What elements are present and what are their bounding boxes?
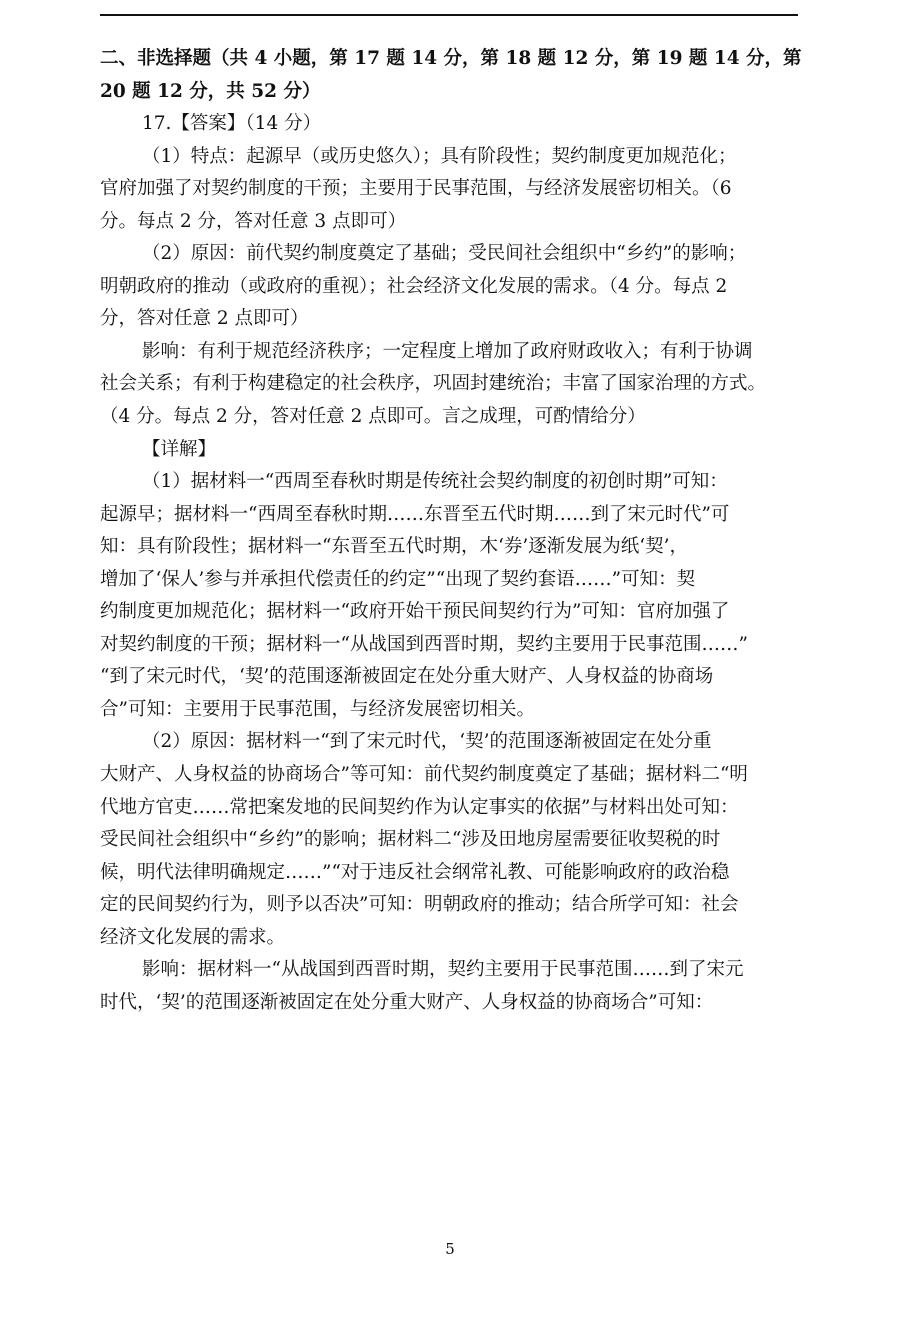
explanation-part-2-line: （2）原因：据材料一“到了宋元时代，‘契’的范围逐渐被固定在处分重 xyxy=(142,731,712,753)
answer-part-2-line: 明朝政府的推动（或政府的重视）；社会经济文化发展的需求。（4 分。每点 2 xyxy=(100,275,728,297)
section-heading-line-2: 20 题 12 分，共 52 分） xyxy=(100,80,321,102)
document-body xyxy=(100,48,802,1024)
page-number: 5 xyxy=(445,1240,455,1258)
explanation-part-1-line: 对契约制度的干预；据材料一“从战国到西晋时期，契约主要用于民事范围……” xyxy=(100,633,748,655)
explanation-impact-line: 时代，‘契’的范围逐渐被固定在处分重大财产、人身权益的协商场合”可知： xyxy=(100,991,714,1013)
explanation-part-1-line: 约制度更加规范化；据材料一“政府开始干预民间契约行为”可知：官府加强了 xyxy=(100,601,730,623)
explanation-part-1-line: （1）据材料一“西周至春秋时期是传统社会契约制度的初创时期”可知： xyxy=(142,471,728,493)
explanation-part-2-line: 受民间社会组织中“乡约”的影响；据材料二“涉及田地房屋需要征收契税的时 xyxy=(100,829,721,851)
answer-impact-line: 影响：有利于规范经济秩序；一定程度上增加了政府财政收入；有利于协调 xyxy=(142,340,753,362)
explanation-part-2-line: 代地方官吏……常把案发地的民间契约作为认定事实的依据”与材料出处可知： xyxy=(100,796,739,818)
section-heading-line-1: 二、非选择题（共 4 小题，第 17 题 14 分，第 18 题 12 分，第 19 题 14 分，第 xyxy=(100,48,802,69)
answer-impact-line: （4 分。每点 2 分，答对任意 2 点即可。言之成理，可酌情给分） xyxy=(100,406,646,428)
explanation-part-2-line: 候，明代法律明确规定……”“对于违反社会纲常礼教、可能影响政府的政治稳 xyxy=(100,861,730,883)
answer-impact-line: 社会关系；有利于构建稳定的社会秩序，巩固封建统治；丰富了国家治理的方式。 xyxy=(100,373,767,395)
explanation-part-2-line: 大财产、人身权益的协商场合”等可知：前代契约制度奠定了基础；据材料二“明 xyxy=(100,764,748,786)
explanation-part-1-line: 增加了‘保人’参与并承担代偿责任的约定”“出现了契约套语……”可知：契 xyxy=(100,568,696,590)
explanation-part-1-line: 合”可知：主要用于民事范围，与经济发展密切相关。 xyxy=(100,698,535,720)
explanation-part-1-line: “到了宋元时代，‘契’的范围逐渐被固定在处分重大财产、人身权益的协商场 xyxy=(100,666,714,688)
explanation-part-2-line: 定的民间契约行为，则予以否决”可知：明朝政府的推动；结合所学可知：社会 xyxy=(100,894,739,916)
explanation-title: 【详解】 xyxy=(142,438,217,460)
explanation-part-1-line: 知：具有阶段性；据材料一“东晋至五代时期，木‘券’逐渐发展为纸‘契’， xyxy=(100,536,688,558)
top-rule xyxy=(100,14,798,16)
explanation-part-2-line: 经济文化发展的需求。 xyxy=(100,926,286,948)
explanation-impact-line: 影响：据材料一“从战国到西晋时期，契约主要用于民事范围……到了宋元 xyxy=(142,959,744,981)
explanation-part-1-line: 起源早；据材料一“西周至春秋时期……东晋至五代时期……到了宋元时代”可 xyxy=(100,503,730,525)
answer-part-2-line: （2）原因：前代契约制度奠定了基础；受民间社会组织中“乡约”的影响； xyxy=(142,243,747,265)
answer-part-1-line: （1）特点：起源早（或历史悠久）；具有阶段性；契约制度更加规范化； xyxy=(142,145,737,167)
answer-part-2-line: 分，答对任意 2 点即可） xyxy=(100,308,309,330)
answer-part-1-line: 官府加强了对契约制度的干预；主要用于民事范围，与经济发展密切相关。（6 xyxy=(100,178,732,200)
question-17-answer-title: 17.【答案】（14 分） xyxy=(142,113,322,135)
answer-part-1-line: 分。每点 2 分，答对任意 3 点即可） xyxy=(100,210,407,232)
